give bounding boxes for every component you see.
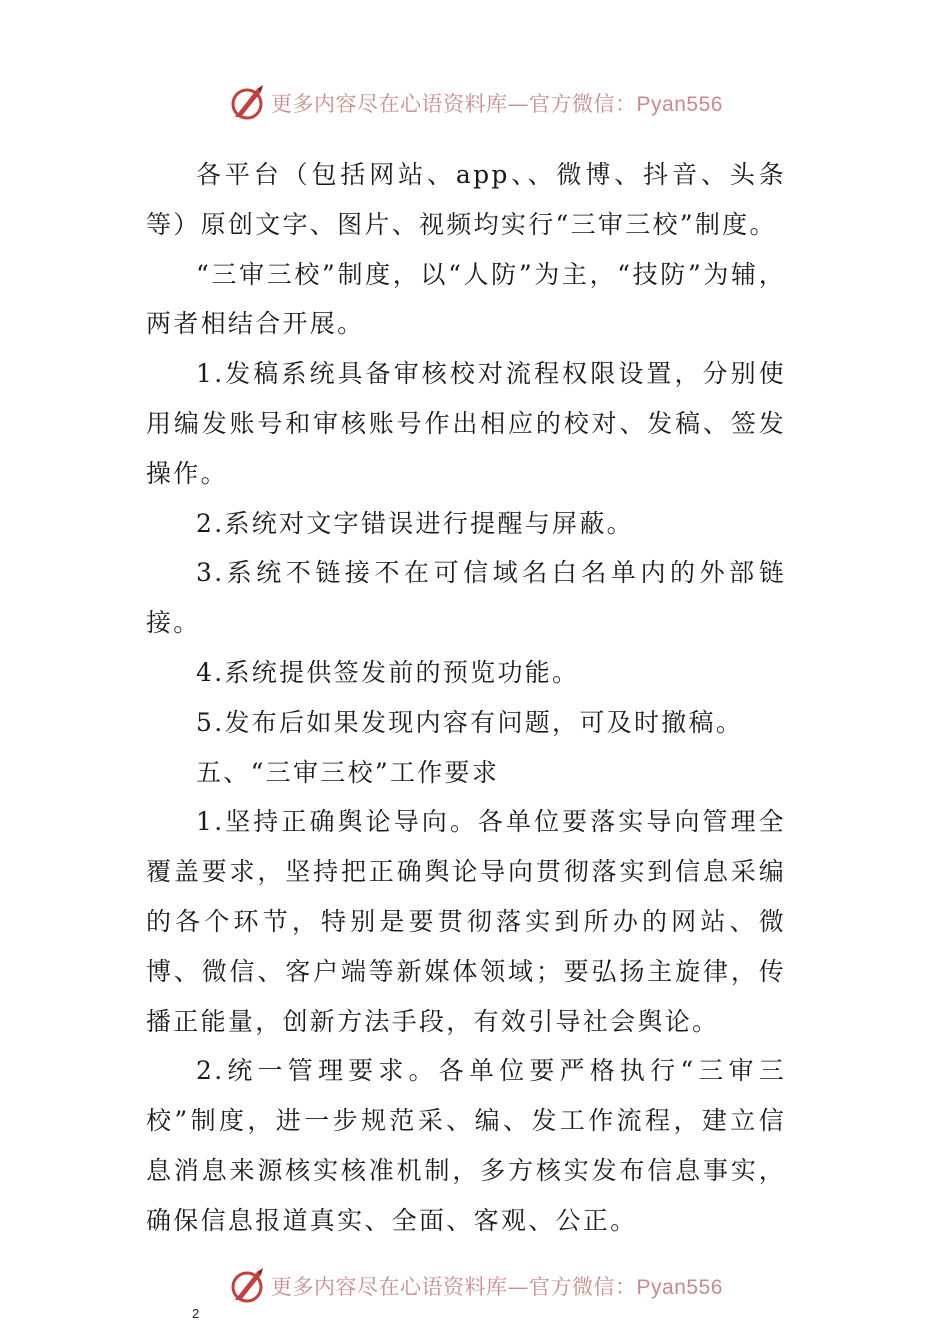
- list-item: 4.系统提供签发前的预览功能。: [196, 657, 580, 687]
- watermark-text: [271, 1271, 723, 1301]
- watermark-footer: [0, 1266, 950, 1306]
- quill-pen-logo-icon: [227, 1266, 267, 1306]
- list-item: 5.发布后如果发现内容有问题，可及时撤稿。: [196, 707, 744, 737]
- watermark-separator: —: [507, 1275, 530, 1299]
- watermark-brand: 更多内容尽在心语资料库: [271, 92, 508, 116]
- watermark-wechat-label: 官方微信：: [529, 1275, 637, 1299]
- list-item: 1.坚持正确舆论导向。各单位要落实导向管理全覆盖要求，坚持把正确舆论导向贯彻落实到信息采编的各个环节，特别是要贯彻落实到所办的网站、微博、微信、客户端等新媒体领域；要弘扬主旋律，传播正能量，创新方法手段，有效引导社会舆论。: [146, 807, 786, 1036]
- list-item: 2.统一管理要求。各单位要严格执行“三审三校”制度，进一步规范采、编、发工作流程，建立信息消息来源核实核准机制，多方核实发布信息事实，确保信息报道真实、全面、客观、公正。: [146, 1056, 786, 1235]
- paragraph: 各平台（包括网站、app、、微博、抖音、头条等）原创文字、图片、视频均实行“三审三校”制度。: [146, 160, 786, 239]
- watermark-brand: 更多内容尽在心语资料库: [271, 1275, 508, 1299]
- quill-pen-logo-icon: [227, 83, 267, 123]
- paragraph: “三审三校”制度，以“人防”为主，“技防”为辅，两者相结合开展。: [146, 259, 786, 339]
- list-item: 2.系统对文字错误进行提醒与屏蔽。: [196, 508, 634, 538]
- section-heading: 五、“三审三校”工作要求: [196, 757, 500, 787]
- watermark-separator: —: [507, 92, 530, 116]
- page-number: 2: [192, 1306, 200, 1321]
- list-item: 1.发稿系统具备审核校对流程权限设置，分别使用编发账号和审核账号作出相应的校对、发稿、签发操作。: [146, 359, 786, 488]
- watermark-wechat-id: Pyan556: [636, 1276, 723, 1299]
- watermark-wechat-label: 官方微信：: [529, 92, 637, 116]
- watermark-wechat-id: Pyan556: [636, 93, 723, 116]
- watermark-header: [0, 83, 950, 123]
- watermark-text: [271, 88, 723, 118]
- document-body: [146, 150, 786, 1246]
- list-item: 3.系统不链接不在可信域名白名单内的外部链接。: [146, 558, 786, 638]
